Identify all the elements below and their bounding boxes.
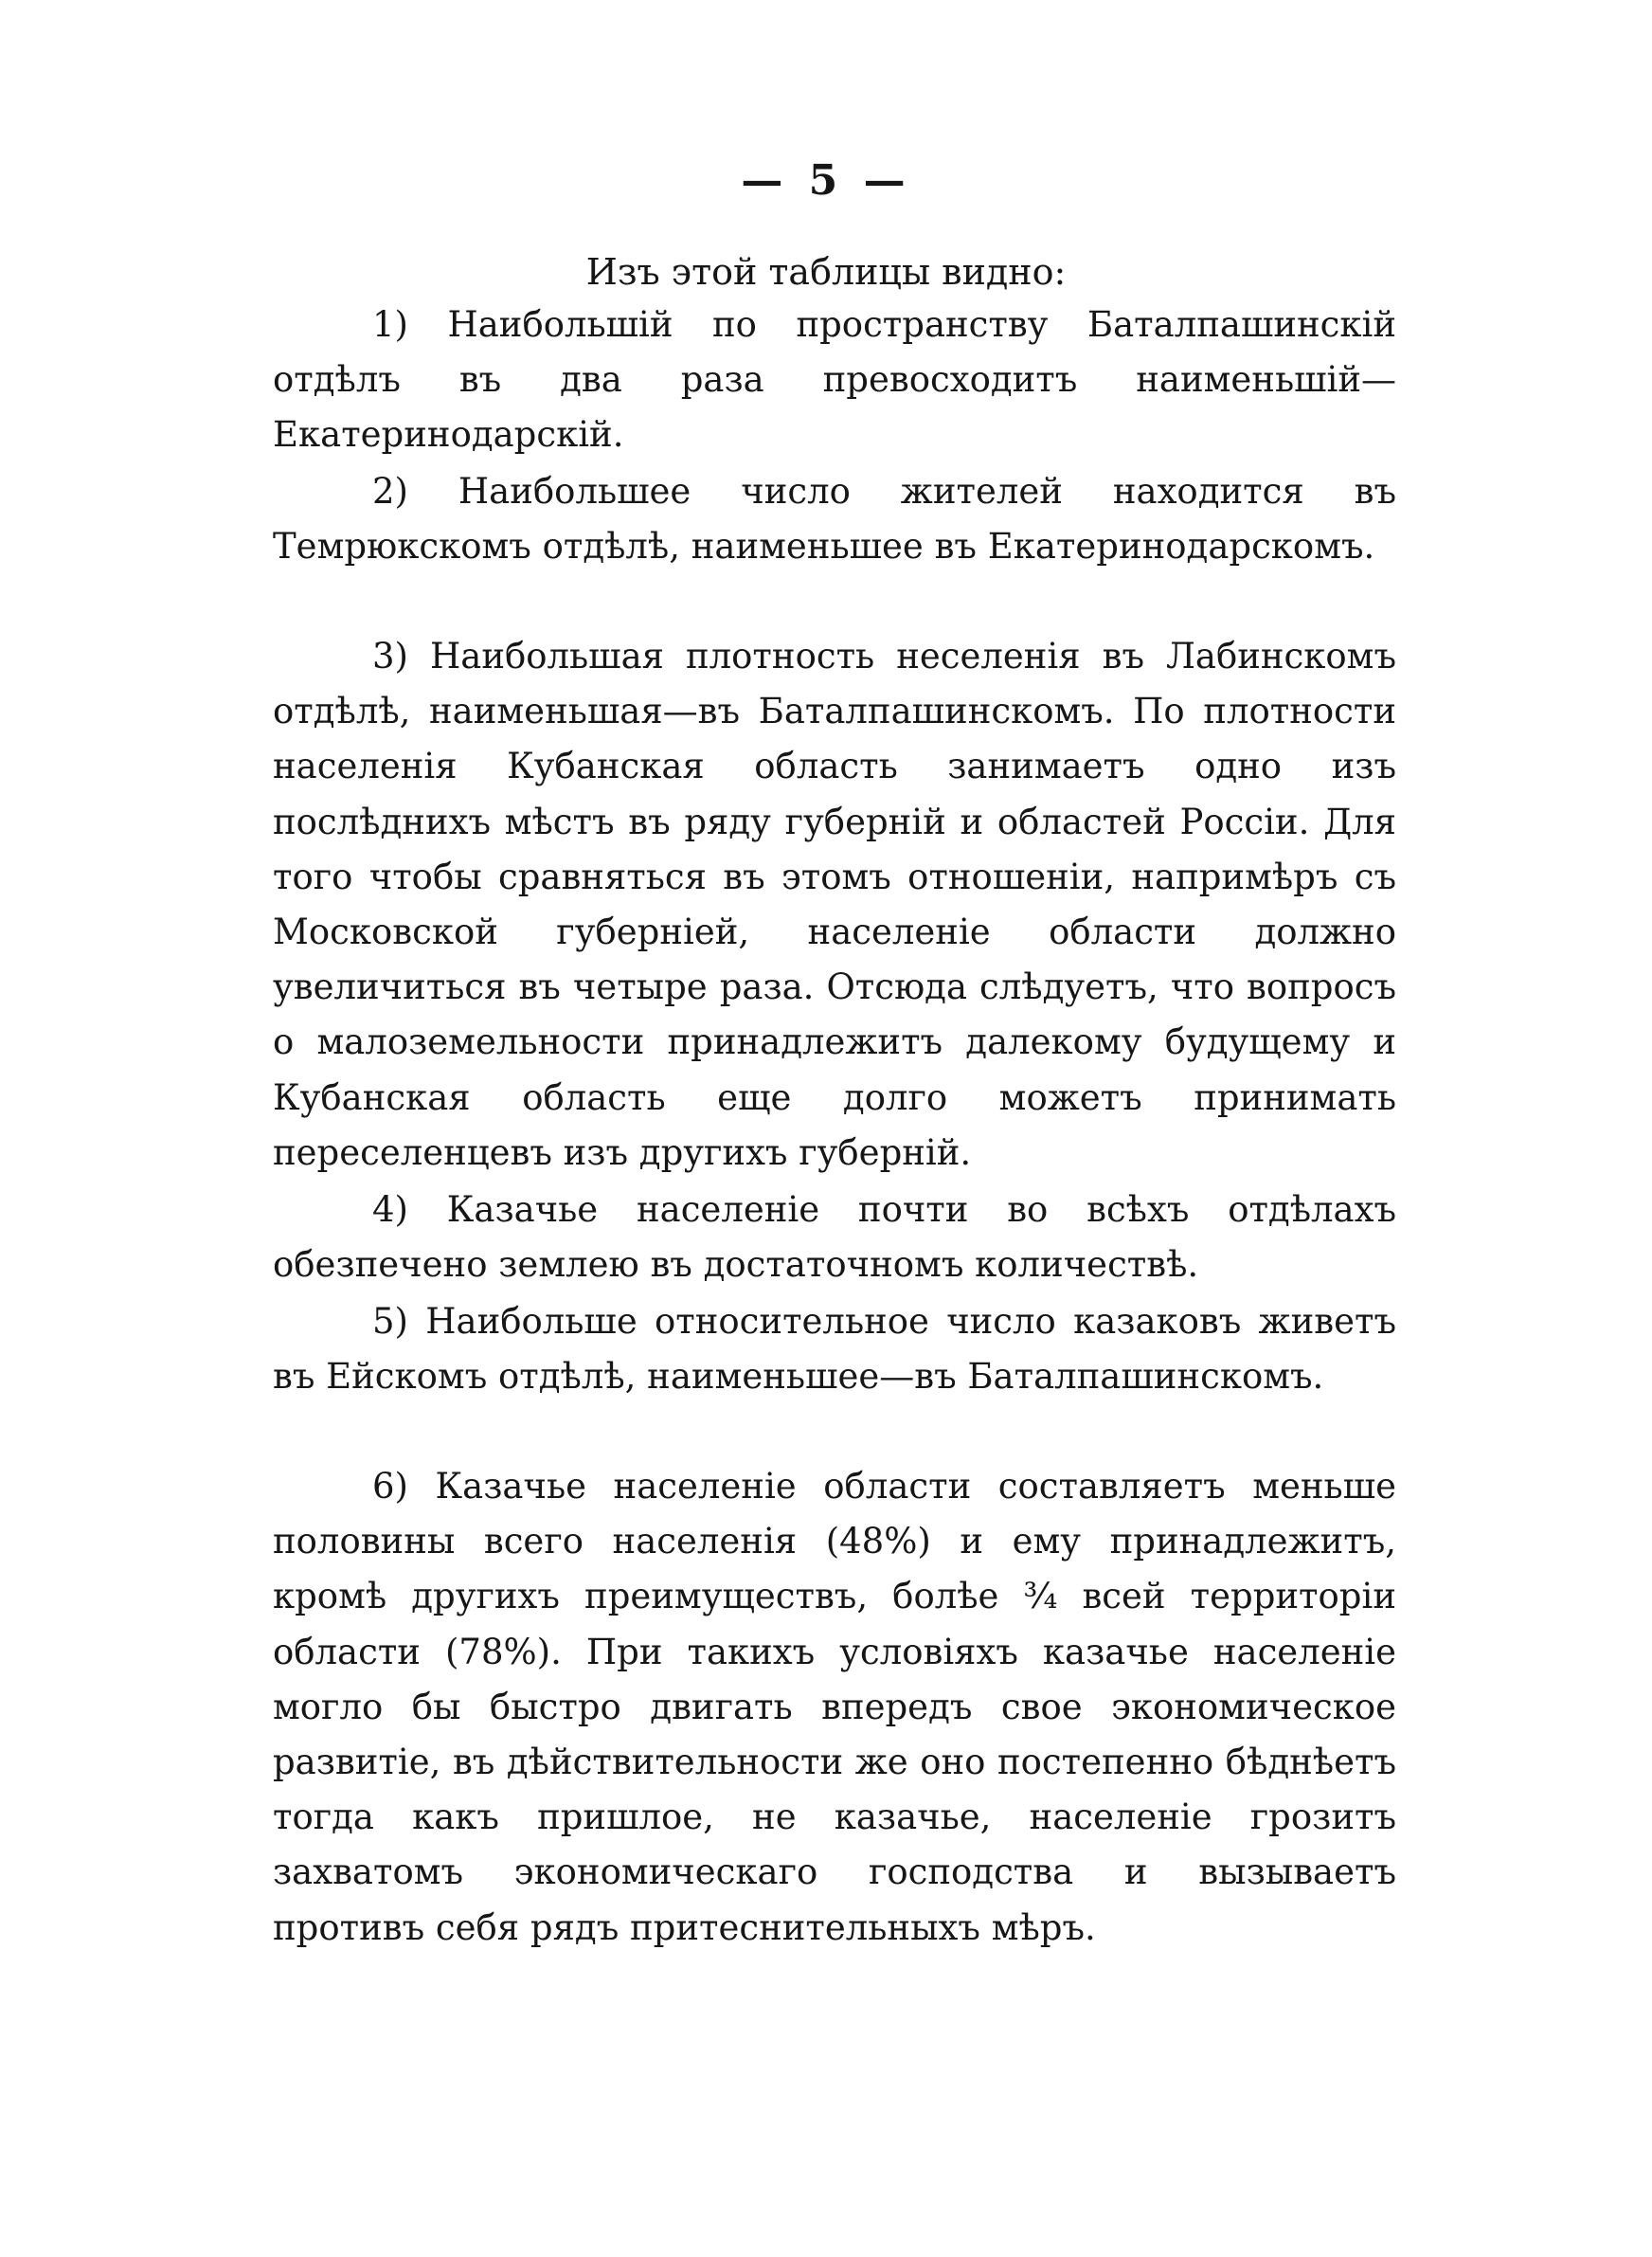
paragraph-3 xyxy=(273,629,1396,1181)
paragraph-text: 1) Наибольшiй по пространству Баталпашинскiй отдѣлъ въ два раза превосходитъ наименьшiй—Екатеринодарскiй. xyxy=(273,304,1396,456)
paragraph-text: 5) Наибольше относительное число казаковъ живетъ въ Ейскомъ отдѣлѣ, наименьшее—въ Баталпашинскомъ. xyxy=(273,1301,1396,1398)
intro-line: Изъ этой таблицы видно: xyxy=(585,251,1067,293)
paragraph-text: 4) Казачье населенiе почти во всѣхъ отдѣлахъ обезпечено землею въ достаточномъ количествѣ. xyxy=(273,1189,1396,1286)
paragraph-6 xyxy=(273,1459,1396,1956)
paragraph-4 xyxy=(273,1183,1396,1292)
paragraph-text: 2) Наибольшее число жителей находится въ Темрюкскомъ отдѣлѣ, наименьшее въ Екатеринодарскомъ. xyxy=(273,471,1396,568)
paragraph-5 xyxy=(273,1294,1396,1404)
page-number: — 5 — xyxy=(741,156,911,205)
paragraph-text: 6) Казачье населенiе области составляетъ меньше половины всего населенiя (48%) и ему принадлежитъ, кромѣ другихъ преимуществъ, болѣе ¾ всей территорiи области (78%). При такихъ условiяхъ казачье населенiе могло бы быстро двигать впередъ свое экономическое развитiе, въ дѣйствительности же оно постепенно бѣднѣетъ тогда какъ пришлое, не казачье, населенiе грозитъ захватомъ экономическаго господства и вызываетъ противъ себя рядъ притеснительныхъ мѣръ. xyxy=(273,1466,1396,1948)
paragraph-1 xyxy=(273,298,1396,463)
paragraph-2 xyxy=(273,464,1396,574)
paragraph-text: 3) Наибольшая плотность неселенiя въ Лабинскомъ отдѣлѣ, наименьшая—въ Баталпашинскомъ. По плотности населенiя Кубанская область занимаетъ одно изъ послѣднихъ мѣстъ въ ряду губернiй и областей Россiи. Для того чтобы сравняться въ этомъ отношенiи, напримѣръ съ Московской губернiей, населенiе области должно увеличиться въ четыре раза. Отсюда слѣдуетъ, что вопросъ о малоземельности принадлежитъ далекому будущему и Кубанская область еще долго можетъ принимать переселенцевъ изъ другихъ губернiй. xyxy=(273,636,1396,1173)
